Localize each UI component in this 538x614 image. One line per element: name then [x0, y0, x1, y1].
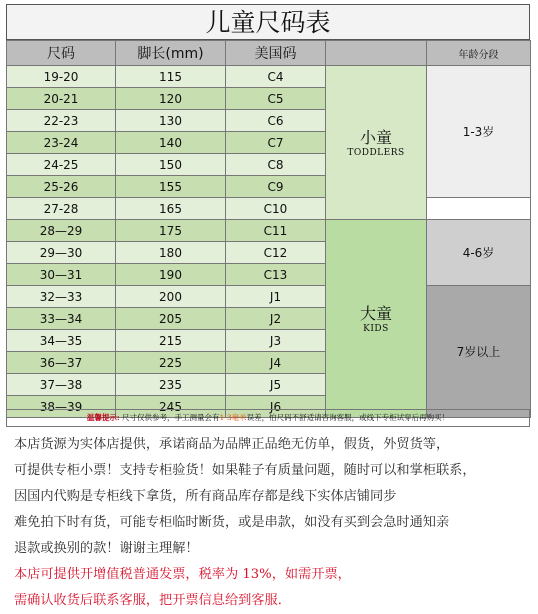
- us-size-cell: J1: [226, 286, 326, 308]
- foot-length-cell: 235: [116, 374, 226, 396]
- us-size-cell: J4: [226, 352, 326, 374]
- age-4-6: 4-6岁: [427, 220, 531, 286]
- header-size: 尺码: [7, 41, 116, 66]
- size-chart-table: [6, 40, 531, 418]
- us-size-cell: C10: [226, 198, 326, 220]
- foot-length-cell: 215: [116, 330, 226, 352]
- foot-length-cell: 165: [116, 198, 226, 220]
- size-cell: 36—37: [7, 352, 116, 374]
- size-cell: 27-28: [7, 198, 116, 220]
- foot-length-cell: 175: [116, 220, 226, 242]
- foot-length-cell: 225: [116, 352, 226, 374]
- note-line: 难免拍下时有货，可能专柜临时断货，或是串款，如没有买到会急时通知亲: [14, 515, 450, 530]
- size-cell: 29—30: [7, 242, 116, 264]
- age-1-3: 1-3岁: [427, 66, 531, 198]
- note-line: 因国内代购是专柜线下拿货，所有商品库存都是线下实体店铺同步: [14, 489, 397, 504]
- us-size-cell: J3: [226, 330, 326, 352]
- group-toddlers-name: 小童: [359, 127, 392, 147]
- us-size-cell: C9: [226, 176, 326, 198]
- us-size-cell: J6: [226, 396, 326, 418]
- group-kids-name-en: KIDS: [363, 323, 389, 334]
- us-size-cell: C11: [226, 220, 326, 242]
- size-cell: 22-23: [7, 110, 116, 132]
- size-cell: 32—33: [7, 286, 116, 308]
- header-us-size: 美国码: [226, 41, 326, 66]
- size-cell: 25-26: [7, 176, 116, 198]
- header-group: [326, 41, 427, 66]
- tip-banner: [6, 409, 530, 427]
- header-foot-length: 脚长(mm): [116, 41, 226, 66]
- age-blank-cell: [427, 198, 531, 220]
- size-cell: 19-20: [7, 66, 116, 88]
- us-size-cell: C12: [226, 242, 326, 264]
- size-cell: 24-25: [7, 154, 116, 176]
- tip-label: 温馨提示:: [86, 413, 120, 422]
- size-cell: 37—38: [7, 374, 116, 396]
- size-cell: 28—29: [7, 220, 116, 242]
- group-toddlers: [326, 66, 427, 220]
- age-7-plus: 7岁以上: [427, 286, 531, 418]
- size-cell: 38—39: [7, 396, 116, 418]
- table-row: [7, 198, 531, 220]
- invoice-note-line: 本店可提供开增值税普通发票，税率为 13%，如需开票，: [14, 567, 351, 582]
- us-size-cell: C5: [226, 88, 326, 110]
- size-cell: 30—31: [7, 264, 116, 286]
- size-cell: 20-21: [7, 88, 116, 110]
- foot-length-cell: 180: [116, 242, 226, 264]
- chart-title: 儿童尺码表: [6, 4, 530, 40]
- group-toddlers-name-en: TODDLERS: [347, 147, 405, 158]
- foot-length-cell: 120: [116, 88, 226, 110]
- foot-length-cell: 205: [116, 308, 226, 330]
- table-row: [7, 286, 531, 308]
- size-cell: 23-24: [7, 132, 116, 154]
- us-size-cell: C6: [226, 110, 326, 132]
- us-size-cell: C8: [226, 154, 326, 176]
- table-row: [7, 66, 531, 88]
- store-notes: [14, 432, 534, 614]
- tip-highlight: 1-3毫米: [219, 413, 247, 422]
- invoice-note-line: 需确认收货后联系客服，把开票信息给到客服．: [14, 593, 291, 608]
- foot-length-cell: 245: [116, 396, 226, 418]
- size-cell: 33—34: [7, 308, 116, 330]
- group-kids-name: 大童: [359, 303, 392, 323]
- foot-length-cell: 190: [116, 264, 226, 286]
- note-line: 退款或换别的款！谢谢主理解！: [14, 541, 199, 556]
- header-age-group: 年龄分段: [427, 41, 531, 66]
- foot-length-cell: 115: [116, 66, 226, 88]
- note-line: 可提供专柜小票！支持专柜验货！如果鞋子有质量问题，随时可以和掌柜联系，: [14, 463, 476, 478]
- group-kids: [326, 220, 427, 418]
- foot-length-cell: 155: [116, 176, 226, 198]
- us-size-cell: J2: [226, 308, 326, 330]
- note-line: 本店货源为实体店提供，承诺商品为品牌正品绝无仿单，假货，外贸货等，: [14, 437, 450, 452]
- size-cell: 34—35: [7, 330, 116, 352]
- foot-length-cell: 140: [116, 132, 226, 154]
- us-size-cell: C7: [226, 132, 326, 154]
- tip-text-before: 尺寸仅供参考，手工测量会有: [122, 413, 220, 422]
- foot-length-cell: 200: [116, 286, 226, 308]
- table-header-row: [7, 41, 531, 66]
- foot-length-cell: 150: [116, 154, 226, 176]
- table-row: [7, 220, 531, 242]
- foot-length-cell: 130: [116, 110, 226, 132]
- us-size-cell: C4: [226, 66, 326, 88]
- tip-text-after: 误差，怕尺码不舒适请咨询客服，或线下专柜试穿后再购买！: [246, 413, 450, 422]
- us-size-cell: J5: [226, 374, 326, 396]
- us-size-cell: C13: [226, 264, 326, 286]
